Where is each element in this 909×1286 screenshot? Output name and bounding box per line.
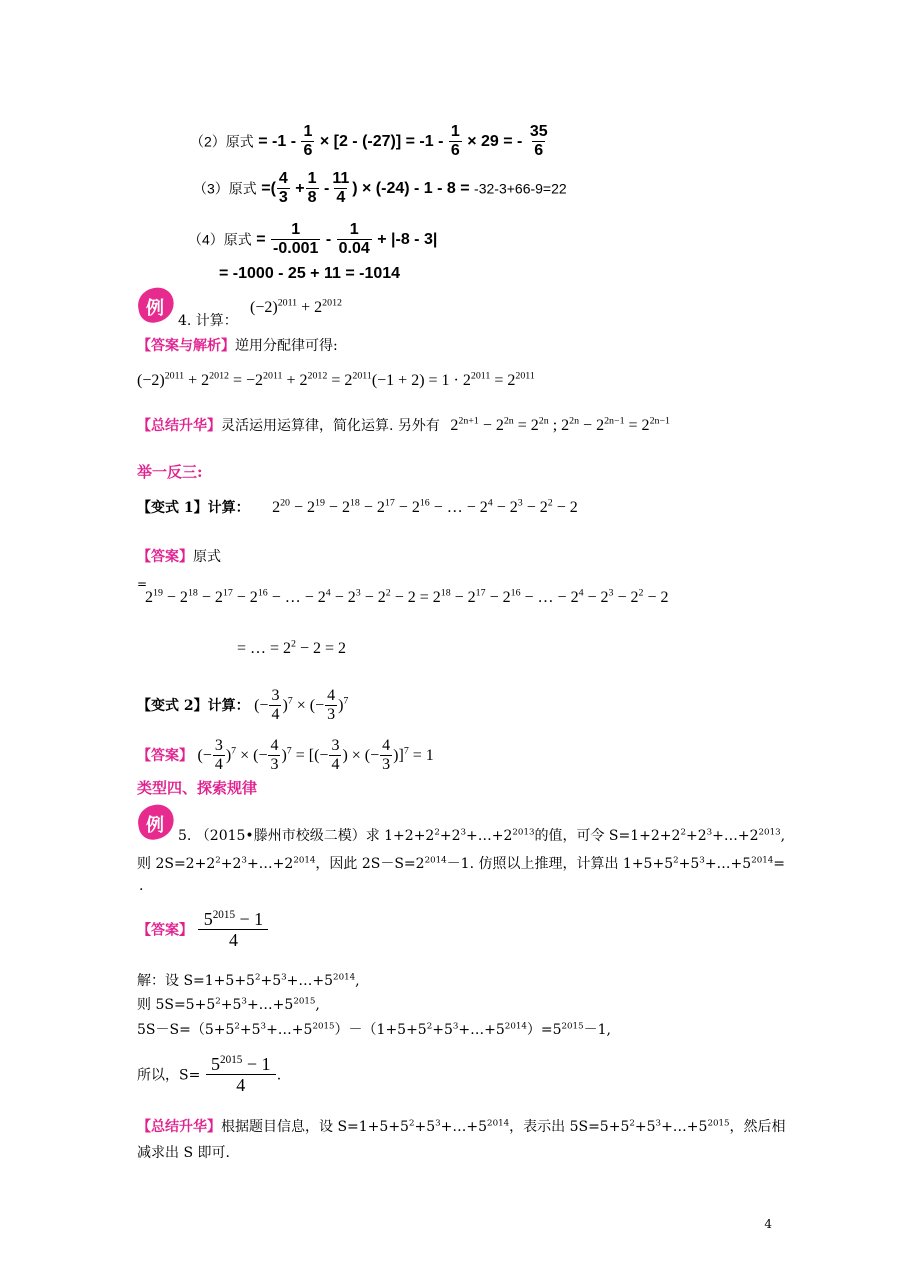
fraction: $\frac{1}{6}$ bbox=[450, 123, 460, 159]
fraction: $\frac{4}{3}$ bbox=[382, 737, 391, 773]
item-4-line bbox=[188, 222, 437, 258]
answer-tag: 【答案】 bbox=[137, 549, 193, 565]
variant1-solution-line1: $2^{19} - 2^{18} - 2^{17} - 2^{16}$ − … − $2^4 - 2^3 - 2^2 - 2 = 2^{18} - 2^{17} - 2^{16}$ − … − $2^4 - 2^3 - 2^2 - 2$ bbox=[145, 587, 669, 606]
text-run: +5 bbox=[432, 1022, 453, 1038]
ex5-answer-fraction bbox=[198, 910, 268, 951]
item-3-label: （3）原式 bbox=[193, 180, 257, 197]
answer-tag: 【答案】 bbox=[137, 747, 193, 764]
text-run: +2 bbox=[439, 828, 461, 844]
variant1-line bbox=[137, 497, 578, 516]
item-2-label: （2）原式 bbox=[190, 133, 254, 150]
badge-glyph: 例 bbox=[146, 298, 164, 319]
ex5-line2: 则 $2S=2+2^2+2^3+\dots+2^{2014}$，因此 $2S-S=2^{2014}-1$. 仿照以上推理，计算出 $1+5+5^2+5^3+\dots+5^{2014}=$ bbox=[137, 855, 785, 872]
text-run: . bbox=[276, 1067, 282, 1084]
item-3-line bbox=[193, 171, 567, 207]
text-run: 的值，可令 S=1+2+2 bbox=[534, 828, 681, 844]
text-run: +…+5 bbox=[458, 1022, 505, 1038]
fraction: $\frac{4}{3}$ bbox=[278, 170, 288, 206]
variant2-answer-line bbox=[137, 738, 434, 774]
text-run: , bbox=[315, 997, 320, 1013]
variant2-label: 【变式 2】计算： bbox=[137, 697, 250, 714]
text-run: 4 bbox=[198, 929, 268, 951]
text-run: +2 bbox=[220, 856, 242, 872]
text-run: 则 2S=2+2 bbox=[137, 856, 216, 872]
text-run: +…+5 bbox=[266, 1022, 313, 1038]
text-run: 2015 bbox=[212, 908, 236, 921]
text-run: − 1 bbox=[242, 1054, 271, 1074]
text-run: +2 bbox=[685, 828, 707, 844]
text-run: ，表示出 5S=5+5 bbox=[509, 1119, 630, 1135]
section-heading-practice: 举一反三: bbox=[137, 463, 203, 481]
text-run: 根据题目信息，设 S=1+5+5 bbox=[221, 1119, 409, 1135]
text-run: 2015 bbox=[220, 1053, 243, 1066]
ex4-solution: $(-2)^{2011} + 2^{2012} = -2^{2011} + 2^{2012} = 2^{2011}(-1 + 2) = 1 \cdot 2^{2011} = 2^{2011}$ bbox=[137, 370, 535, 389]
text-run: +…+5 bbox=[246, 997, 294, 1013]
fraction: $\frac{3}{4}$ bbox=[271, 687, 280, 723]
ex5-summary-line2: 减求出 S 即可. bbox=[137, 1145, 230, 1161]
text-run: +5 bbox=[414, 1119, 436, 1135]
badge-glyph: 例 bbox=[146, 815, 164, 836]
page-number: 4 bbox=[764, 1217, 772, 1231]
text-run: +5 bbox=[220, 997, 242, 1013]
variant1-answer-line bbox=[137, 550, 221, 564]
variant2-answer-expression: (− $\frac{3}{4}$ )$^7$ × (− $\frac{4}{3}$ )$^7$ = [(− $\frac{3}{4}$ ) × (− $\frac{4}{3}$ )]$^7$ = 1 bbox=[197, 737, 434, 773]
text-run: 5 bbox=[211, 1054, 221, 1074]
ex4-answer-text: 逆用分配律可得: bbox=[235, 338, 338, 354]
fraction: $\frac{1}{0.04}$ bbox=[338, 221, 370, 257]
variant1-eq-mark: = bbox=[137, 577, 148, 591]
section-heading-type4: 类型四、探索规律 bbox=[137, 779, 258, 797]
fraction: $\frac{4}{3}$ bbox=[327, 687, 336, 723]
fraction: $\frac{11}{4}$ bbox=[332, 170, 350, 206]
text-run: 5 bbox=[203, 909, 213, 929]
ex5-solution-fraction bbox=[206, 1055, 276, 1096]
ex5-line1: 5. （2015•滕州市校级二模）求 $1+2+2^2+2^3+\dots+2^{2013}$的值，可令 $S=1+2+2^2+2^3+\dots+2^{2013}$, bbox=[178, 827, 786, 844]
text-run: +…+2 bbox=[712, 828, 759, 844]
variant1-label: 【变式 1】计算： bbox=[137, 500, 250, 516]
text-run: +…+5 bbox=[704, 856, 752, 872]
text-run: 所以，S= bbox=[137, 1067, 201, 1084]
item-4-formula: = $\frac{1}{-0.001}$ - $\frac{1}{0.04}$ + |-8 - 3| bbox=[256, 221, 438, 257]
ex4-summary-formula: $2^{2n+1} - 2^{2n} = 2^{2n}$ ; $2^{2n} - 2^{2n-1} = 2^{2n-1}$ bbox=[450, 415, 671, 434]
fraction: $\frac{1}{-0.001}$ bbox=[273, 221, 319, 257]
text-run: 4 bbox=[206, 1074, 276, 1096]
text-run: +5 bbox=[260, 973, 282, 989]
ex5-solution-3: $5S-S=(5+5^2+5^3+\dots+5^{2015})-(1+5+5^2+5^3+\dots+5^{2014})=5^{2015}-1$, bbox=[137, 1021, 611, 1038]
text-run: , bbox=[780, 828, 786, 844]
variant2-expression: (− $\frac{3}{4}$ )$^7$ × (− $\frac{4}{3}$ )$^7$ bbox=[254, 687, 349, 723]
text-run: 则 5S=5+5 bbox=[137, 997, 216, 1013]
item-4-line2: = -1000 - 25 + 11 = -1014 bbox=[219, 265, 401, 282]
ex5-answer-line bbox=[137, 910, 269, 951]
ex4-expression: $(-2)^{2011} + 2^{2012}$ bbox=[250, 297, 342, 316]
ex5-solution-2: 则 $5S=5+5^2+5^3+\dots+5^{2015}$, bbox=[137, 996, 320, 1013]
item-2-formula: = -1 - $\frac{1}{6}$ × [2 - (-27)] = -1 - $\frac{1}{6}$ × 29 = - $\frac{35}{6}$ bbox=[258, 123, 548, 159]
text-run: = bbox=[773, 856, 785, 872]
ex4-summary-line bbox=[137, 415, 671, 434]
text-run: 解：设 S=1+5+5 bbox=[137, 973, 255, 989]
text-run: , bbox=[355, 973, 360, 989]
ex4-summary-text: 灵活运用运算律，简化运算. 另外有 bbox=[221, 418, 440, 434]
summary-tag: 【总结升华】 bbox=[137, 418, 221, 434]
summary-tag: 【总结升华】 bbox=[137, 1119, 221, 1135]
text-run: ，因此 2S－S=2 bbox=[315, 856, 425, 872]
text-run: 5. （2015•滕州市校级二模）求 1+2+2 bbox=[178, 828, 435, 844]
text-run: －1, bbox=[583, 1022, 611, 1038]
ex4-question: 4. 计算： bbox=[178, 313, 238, 329]
text-run: ，然后相 bbox=[729, 1119, 786, 1135]
text-run: +…+2 bbox=[246, 856, 294, 872]
variant2-line bbox=[137, 688, 348, 724]
text-run: +…+2 bbox=[466, 828, 513, 844]
text-run: +…+5 bbox=[661, 1119, 708, 1135]
item-3-formula: =( $\frac{4}{3}$ + $\frac{1}{8}$ - $\frac{11}{4}$ ) × (-24) - 1 - 8 = bbox=[261, 170, 475, 206]
fraction: $\frac{4}{3}$ bbox=[270, 737, 279, 773]
fraction: $\frac{3}{4}$ bbox=[214, 737, 223, 773]
fraction: $\frac{1}{8}$ bbox=[307, 170, 317, 206]
item-3-result: -32-3+66-9=22 bbox=[474, 180, 567, 197]
text-run: − 1 bbox=[235, 909, 264, 929]
text-run: 5S－S=（5+5 bbox=[137, 1022, 235, 1038]
answer-analysis-tag: 【答案与解析】 bbox=[137, 338, 235, 354]
item-4-label: （4）原式 bbox=[188, 231, 252, 248]
item-2-line bbox=[190, 124, 551, 160]
ex5-solution-4 bbox=[137, 1055, 281, 1096]
ex4-answer-line bbox=[137, 339, 338, 353]
text-run: +…+5 bbox=[286, 973, 334, 989]
fraction: $\frac{3}{4}$ bbox=[331, 737, 340, 773]
variant1-solution-line2: = … = $2^2 - 2 = 2$ bbox=[237, 638, 347, 657]
ex5-line3: . bbox=[139, 878, 144, 894]
fraction: $\frac{1}{6}$ bbox=[303, 123, 313, 159]
ex5-solution-1: 解：设 $S=1+5+5^2+5^3+\dots+5^{2014}$, bbox=[137, 972, 360, 989]
text-run: +…+5 bbox=[440, 1119, 488, 1135]
ex5-summary-line: 【总结升华】根据题目信息，设 $S=1+5+5^2+5^3+\dots+5^{2014}$，表示出 $5S=5+5^2+5^3+\dots+5^{2015}$，然后相 bbox=[137, 1118, 786, 1135]
variant1-answer-text: 原式 bbox=[193, 549, 221, 565]
text-run: ）=5 bbox=[526, 1022, 562, 1038]
variant1-expression: $2^{20} - 2^{19} - 2^{18} - 2^{17} - 2^{16}$ − … − $2^4 - 2^3 - 2^2 - 2$ bbox=[272, 497, 578, 516]
answer-tag: 【答案】 bbox=[137, 922, 193, 939]
text-run: +5 bbox=[678, 856, 700, 872]
text-run: －1. 仿照以上推理，计算出 1+5+5 bbox=[446, 856, 674, 872]
text-run: +5 bbox=[239, 1022, 261, 1038]
fraction: $\frac{35}{6}$ bbox=[529, 123, 548, 159]
text-run: +5 bbox=[634, 1119, 656, 1135]
text-run: ）－（1+5+5 bbox=[334, 1022, 427, 1038]
